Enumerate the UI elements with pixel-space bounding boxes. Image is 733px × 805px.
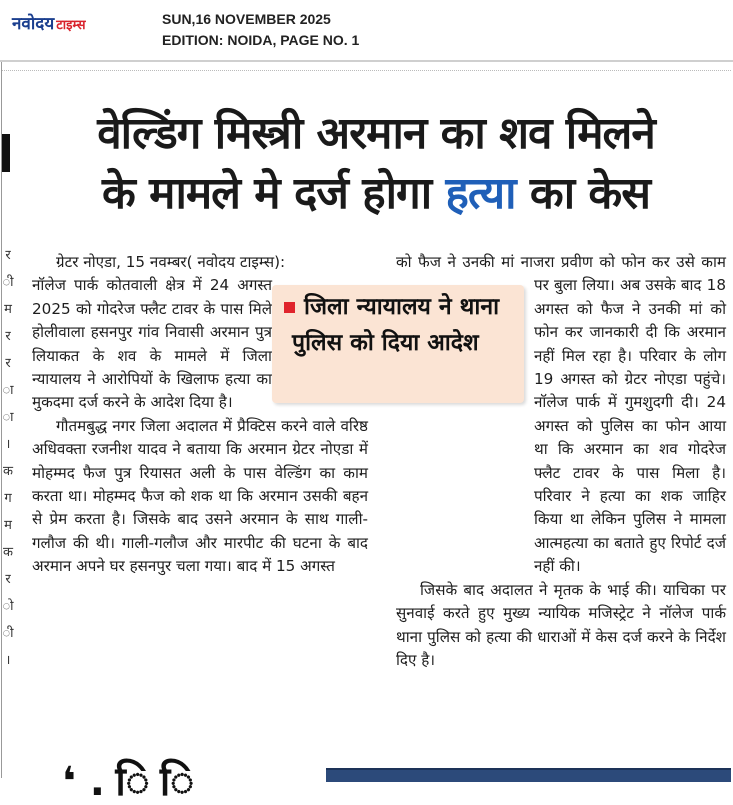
clipping-top-edge xyxy=(2,62,731,71)
logo-main-text: नवोदय xyxy=(12,14,55,34)
publication-date: SUN,16 NOVEMBER 2025 xyxy=(162,11,331,27)
headline-line-2-start: के मामले मे दर्ज होगा xyxy=(102,168,432,219)
dateline: ग्रेटर नोएडा, 15 नवम्बर( नवोदय टाइम्स): xyxy=(56,253,286,271)
headline-line-1: वेल्डिंग मिस्त्री अरमान का शव मिलने xyxy=(97,108,655,159)
edition-info xyxy=(162,9,359,51)
logo-sub-text: टाइम्स xyxy=(56,18,86,33)
page-header xyxy=(0,0,733,62)
pull-quote xyxy=(272,285,524,403)
right-paragraph-1: को फैज ने उनकी मां नाजरा प्रवीण को फोन कर उसे काम पर बुला लिया। अब उसके बाद 18 अगस्त को फैज ने उनकी मां को फोन कर जानकारी दी कि अरमान नहीं मिल रहा है। परिवार के लोग 19 अगस्त को ग्रेटर नोएडा पहुंचे। नॉलेज पार्क में गुमशुदगी दी। 24 अगस्त को पुलिस का फोन आया था कि अरमान का शव गोदरेज फ्लैट टावर के पास मिला है। परिवार ने हत्या का शक जाहिर किया था लेकिन पुलिस ने मामला आत्महत्या का बताते हुए रिपोर्ट दर्ज नहीं की। xyxy=(396,253,726,576)
right-paragraph-2: जिसके बाद अदालत ने मृतक के भाई की। याचिका पर सुनवाई करते हुए मुख्य न्यायिक मजिस्ट्रेट ने नॉलेज पार्क थाना पुलिस को हत्या की धाराओं में केस दर्ज करने के निर्देश दिए है। xyxy=(396,580,726,669)
newspaper-logo[interactable] xyxy=(12,11,86,34)
next-article-headline-fragment: ❛ . ि ि xyxy=(62,759,195,805)
adjacent-column-text-fragment: र ी म र र ा ा । क ग म क र ो ी । xyxy=(2,248,14,668)
adjacent-column-fragment xyxy=(2,134,10,172)
article-headline xyxy=(20,104,732,224)
article-clipping xyxy=(2,62,731,805)
dateline-text xyxy=(32,251,368,274)
next-article-photo-fragment xyxy=(326,768,731,782)
pull-quote-text: जिला न्यायालय ने थाना पुलिस को दिया आदेश xyxy=(292,294,500,356)
edition-page: EDITION: NOIDA, PAGE NO. 1 xyxy=(162,32,360,48)
headline-line-2-end: का केस xyxy=(529,168,650,219)
left-paragraph-2: गौतमबुद्ध नगर जिला अदालत में प्रैक्टिस करने वाले वरिष्ठ अधिवक्ता रजनीश यादव ने बताया कि अरमान ग्रेटर नोएडा में मोहम्मद फैज पुत्र रियासत अली के पास वेल्डिंग का काम करता था। मोहम्मद फैज को शक था कि अरमान उसकी बहन से प्रेम करता है। जिसके बाद उसने अरमान के साथ गाली-गलौज की थी। गाली-गलौज और मारपीट की घटना के बाद अरमान अपने घर हसनपुर चला गया। बाद में 15 अगस्त xyxy=(32,416,368,576)
headline-highlight: हत्या xyxy=(445,168,516,219)
headline-line-2 xyxy=(20,164,732,224)
left-paragraph-1: नॉलेज पार्क कोतवाली क्षेत्र में 24 अगस्त 2025 को गोदरेज फ्लैट टावर के पास मिले होलीवाला हसनपुर गांव निवासी अरमान पुत्र लियाकत के शव के मामले में जिला न्यायालय ने आरोपियों के खिलाफ हत्या का मुकदमा दर्ज करने के आदेश दिया है। xyxy=(32,276,272,412)
